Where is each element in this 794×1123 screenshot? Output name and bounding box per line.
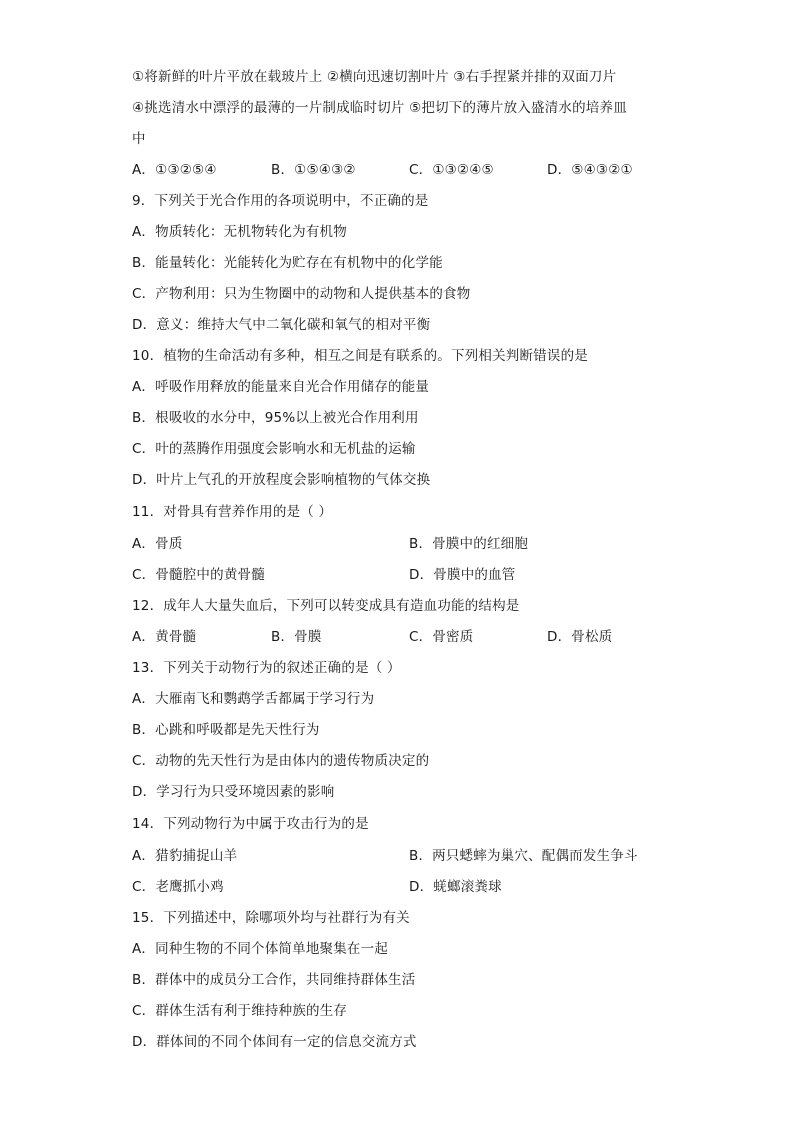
q11-option-c: C．骨髓腔中的黄骨髓 — [132, 567, 265, 583]
q9-stem: 9．下列关于光合作用的各项说明中，不正确的是 — [132, 193, 429, 209]
q10-option-d: D．叶片上气孔的开放程度会影响植物的气体交换 — [132, 472, 431, 488]
q10-option-b: B．根吸收的水分中，95%以上被光合作用利用 — [132, 410, 419, 426]
q10-stem: 10．植物的生命活动有多种，相互之间是有联系的。下列相关判断错误的是 — [132, 348, 588, 364]
q9-option-d: D．意义：维持大气中二氧化碳和氧气的相对平衡 — [132, 317, 431, 333]
q15-option-d: D．群体间的不同个体间有一定的信息交流方式 — [132, 1034, 417, 1050]
q10-option-c: C．叶的蒸腾作用强度会影响水和无机盐的运输 — [132, 441, 416, 457]
q8-option-c: C．①③②④⑤ — [409, 162, 494, 178]
q9-option-b: B．能量转化：光能转化为贮存在有机物中的化学能 — [132, 255, 443, 271]
q12-option-d: D．骨松质 — [547, 629, 613, 645]
q14-option-c: C．老鹰抓小鸡 — [132, 879, 224, 895]
q14-option-d: D．蜣螂滚粪球 — [409, 879, 502, 895]
intro-line-2: ④挑选清水中漂浮的最薄的一片制成临时切片 ⑤把切下的薄片放入盛清水的培养皿 — [132, 100, 627, 116]
q15-stem: 15．下列描述中，除哪项外均与社群行为有关 — [132, 910, 410, 926]
q12-option-b: B．骨膜 — [271, 629, 322, 645]
q12-stem: 12．成年人大量失血后，下列可以转变成具有造血功能的结构是 — [132, 598, 520, 614]
q13-option-b: B．心跳和呼吸都是先天性行为 — [132, 722, 320, 738]
q9-option-c: C．产物利用：只为生物圈中的动物和人提供基本的食物 — [132, 286, 471, 302]
q14-stem: 14．下列动物行为中属于攻击行为的是 — [132, 816, 369, 832]
q12-option-c: C．骨密质 — [409, 629, 474, 645]
q13-option-c: C．动物的先天性行为是由体内的遗传物质决定的 — [132, 753, 430, 769]
q8-option-a: A．①③②⑤④ — [132, 162, 217, 178]
intro-line-1: ①将新鲜的叶片平放在载玻片上 ②横向迅速切割叶片 ③右手捏紧并排的双面刀片 — [132, 69, 617, 85]
q14-option-a: A．猎豹捕捉山羊 — [132, 848, 238, 864]
q14-option-b: B．两只蟋蟀为巢穴、配偶而发生争斗 — [409, 848, 638, 864]
q9-option-a: A．物质转化：无机物转化为有机物 — [132, 224, 347, 240]
q13-option-d: D．学习行为只受环境因素的影响 — [132, 784, 335, 800]
q13-option-a: A．大雁南飞和鹦鹉学舌都属于学习行为 — [132, 691, 375, 707]
q13-stem: 13．下列关于动物行为的叙述正确的是（ ） — [132, 660, 401, 676]
q10-option-a: A．呼吸作用释放的能量来自光合作用储存的能量 — [132, 379, 430, 395]
q8-option-b: B．①⑤④③② — [271, 162, 356, 178]
q11-stem: 11．对骨具有营养作用的是（ ） — [132, 504, 333, 520]
q15-option-a: A．同种生物的不同个体简单地聚集在一起 — [132, 941, 389, 957]
q15-option-c: C．群体生活有利于维持种族的生存 — [132, 1003, 348, 1019]
intro-line-3: 中 — [132, 131, 146, 147]
q11-option-d: D．骨膜中的血管 — [409, 567, 516, 583]
q12-option-a: A．黄骨髓 — [132, 629, 197, 645]
q15-option-b: B．群体中的成员分工合作，共同维持群体生活 — [132, 972, 416, 988]
q11-option-a: A．骨质 — [132, 536, 183, 552]
q8-option-d: D．⑤④③②① — [547, 162, 633, 178]
q11-option-b: B．骨膜中的红细胞 — [409, 536, 529, 552]
